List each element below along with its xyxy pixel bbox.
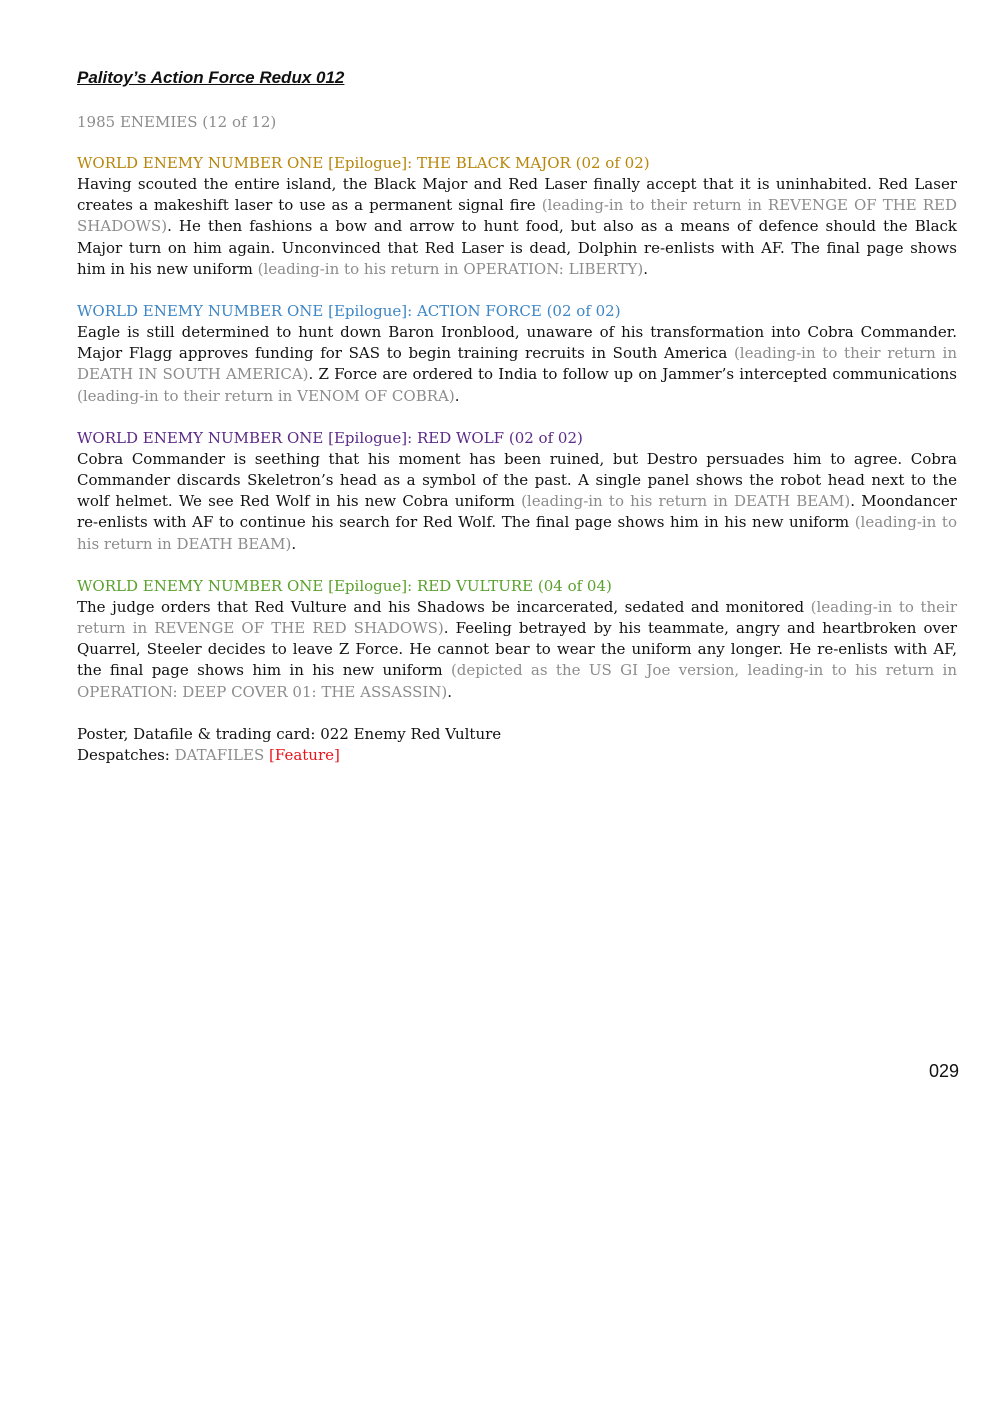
body-text: Eagle is still determined to hunt down Baron Ironblood, unaware of his transformation into Cobra Commander. Major Flagg approves funding for SAS to begin training recruits in South America [77,323,957,363]
lead-in-note: (leading-in to his return in DEATH BEAM) [77,513,957,553]
page-number: 029 [929,1061,960,1081]
footer-block [77,724,957,766]
body-text: . Feeling betrayed by his teammate, angry and heartbroken over Quarrel, Steeler decides to leave Z Force. He cannot bear to wear the uniform any longer. He re-enlists with AF, the final page shows him in his new uniform [77,619,957,680]
section-black-major [77,153,957,280]
body-text: The judge orders that Red Vulture and his Shadows be incarcerated, sedated and monitored [77,597,811,616]
lead-in-note: (leading-in to his return in DEATH BEAM) [521,492,851,511]
despatches-feature: [Feature] [269,746,340,765]
body-text: . [447,682,453,701]
section-action-force [77,301,957,407]
section-heading: WORLD ENEMY NUMBER ONE [Epilogue]: RED WOLF (02 of 02) [77,428,583,447]
body-text: Having scouted the entire island, the Black Major and Red Laser finally accept that it is uninhabited. Red Laser creates a makeshift laser to use as a permanent signal fire [77,175,957,215]
section-body [77,322,957,407]
body-text: . Moondancer re-enlists with AF to continue his search for Red Wolf. The final page shows him in his new uniform [77,492,957,532]
document-subheading: 1985 ENEMIES (12 of 12) [77,113,277,131]
body-text: . Z Force are ordered to India to follow up on Jammer’s intercepted communications [308,365,957,384]
lead-in-note: (leading-in to their return in REVENGE OF THE RED SHADOWS) [77,196,957,236]
body-text: . [454,386,460,405]
poster-line: Poster, Datafile & trading card: 022 Enemy Red Vulture [77,724,502,743]
lead-in-note: (leading-in to their return in DEATH IN SOUTH AMERICA) [77,344,957,384]
section-heading: WORLD ENEMY NUMBER ONE [Epilogue]: RED VULTURE (04 of 04) [77,576,612,595]
section-red-wolf [77,428,957,555]
section-red-vulture [77,576,957,703]
lead-in-note: (depicted as the US GI Joe version, leading-in to his return in OPERATION: DEEP COVER 01: THE ASSASSIN) [77,661,958,701]
despatches-datafiles: DATAFILES [174,746,265,765]
despatches-label: Despatches: [77,746,175,765]
section-body [77,449,957,555]
lead-in-note: (leading-in to their return in VENOM OF COBRA) [77,386,455,405]
document-page [77,66,957,766]
body-text: . He then fashions a bow and arrow to hunt food, but also as a means of defence should the Black Major turn on him again. Unconvinced that Red Laser is dead, Dolphin re-enlists with AF. The final page shows him in his new uniform [77,217,957,278]
document-title: Palitoy’s Action Force Redux 012 [77,68,345,87]
body-text: Cobra Commander is seething that his moment has been ruined, but Destro persuades him to agree. Cobra Commander discards Skeletron’s head as a symbol of the past. A single panel shows the robot head next to the wolf helmet. We see Red Wolf in his new Cobra uniform [77,449,957,511]
lead-in-note: (leading-in to his return in OPERATION: LIBERTY) [257,259,644,278]
body-text: . [291,534,297,553]
section-body [77,597,957,703]
section-heading: WORLD ENEMY NUMBER ONE [Epilogue]: THE BLACK MAJOR (02 of 02) [77,154,650,172]
body-text: . [643,259,649,278]
lead-in-note: (leading-in to their return in REVENGE OF THE RED SHADOWS) [77,597,957,638]
section-body [77,174,957,280]
section-heading: WORLD ENEMY NUMBER ONE [Epilogue]: ACTION FORCE (02 of 02) [77,302,621,321]
despatches-line [77,745,957,766]
